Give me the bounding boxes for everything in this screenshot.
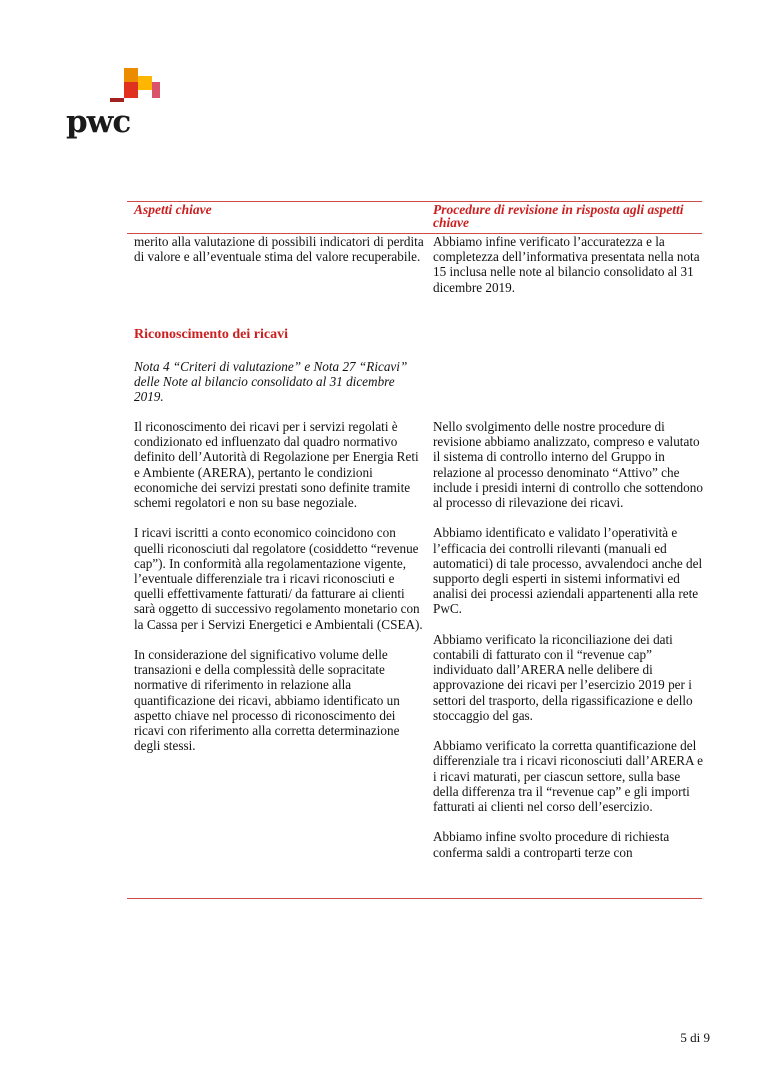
logo-block-darkred [110, 98, 124, 102]
column-header-key-aspects: Aspetti chiave [134, 202, 212, 217]
right-paragraph: Nello svolgimento delle nostre procedure di revisione abbiamo analizzato, compreso e valutato il sistema di controllo interno del Gruppo in relazione al processo denominato “Attivo” che include i presidi interni di controllo che sottendono al processo di rilevazione dei ricavi. [433, 419, 703, 511]
right-continuation [433, 234, 703, 295]
table-bottom-rule [127, 898, 702, 899]
left-paragraph: I ricavi iscritti a conto economico coincidono con quelli riconosciuti dal regolatore (cosiddetto “revenue cap”). In conformità alla regolamentazione vigente, l’eventuale differenziale tra i ricavi riconosciuti e quelli effettivamente fatturati/ da fatturare ai clienti sarà oggetto di successivo regolamento monetario con la Cassa per i Servizi Energetici e Ambientali (CSEA). [134, 525, 423, 632]
right-continuation-text: Abbiamo infine verificato l’accuratezza e la completezza dell’informativa presentata nella nota 15 inclusa nelle note al bilancio consolidato al 31 dicembre 2019. [433, 234, 700, 295]
logo-block-red [124, 82, 138, 98]
right-paragraph: Abbiamo identificato e validato l’operatività e l’efficacia dei controlli rilevanti (manuali ed automatici) di tale processo, avvalendoci anche del supporto degli esperti in sistemi informativi ed analisi dei processi aziendali appartenenti alla rete PwC. [433, 525, 703, 617]
section-title: Riconoscimento dei ricavi [134, 327, 288, 342]
right-paragraph: Abbiamo verificato la riconciliazione dei dati contabili di fatturato con il “revenue cap” individuato dall’ARERA nelle delibere di approvazione dei ricavi per l’esercizio 2019 per i settori del trasporto, della rigassificazione e dello stoccaggio del gas. [433, 631, 693, 723]
left-paragraph: In considerazione del significativo volume delle transazioni e della complessità delle sopracitate normative di riferimento in relazione alla quantificazione dei ricavi, abbiamo identificato un aspetto chiave nel processo di riconoscimento dei ricavi con riferimento alla corretta determinazione degli stessi. [134, 647, 400, 754]
logo-wordmark: pwc [66, 104, 131, 140]
note-reference: Nota 4 “Criteri di valutazione” e Nota 27 “Ricavi” delle Note al bilancio consolidato al 31 dicembre 2019. [134, 359, 408, 405]
left-continuation [134, 234, 424, 264]
right-column-body [433, 419, 703, 860]
right-paragraph: Abbiamo infine svolto procedure di richiesta conferma saldi a controparti terze con [433, 829, 670, 860]
column-header-audit-procedures: Procedure di revisione in risposta agli aspetti chiave [433, 202, 684, 230]
page-number: 5 di 9 [680, 1030, 710, 1045]
logo-block-yellow [138, 76, 152, 90]
left-column-body [134, 419, 424, 769]
left-paragraph: Il riconoscimento dei ricavi per i servizi regolati è condizionato ed influenzato dal quadro normativo definito dell’Autorità di Regolazione per Energia Reti e Ambiente (ARERA), pertanto le condizioni economiche dei servizi prestati sono definite tramite schemi regolatori e non su base negoziale. [134, 419, 419, 511]
logo-block-orange [124, 68, 138, 82]
logo-block-rose [152, 82, 160, 98]
left-continuation-text: merito alla valutazione di possibili indicatori di perdita di valore e all’eventuale stima del valore recuperabile. [134, 234, 424, 265]
right-paragraph: Abbiamo verificato la corretta quantificazione del differenziale tra i ricavi riconosciuti dall’ARERA e i ricavi maturati, per ciascun settore, sulla base della differenza tra il “revenue cap” e gli importi fatturati ai clienti nel corso dell’esercizio. [433, 738, 704, 815]
pwc-logo [66, 68, 166, 148]
